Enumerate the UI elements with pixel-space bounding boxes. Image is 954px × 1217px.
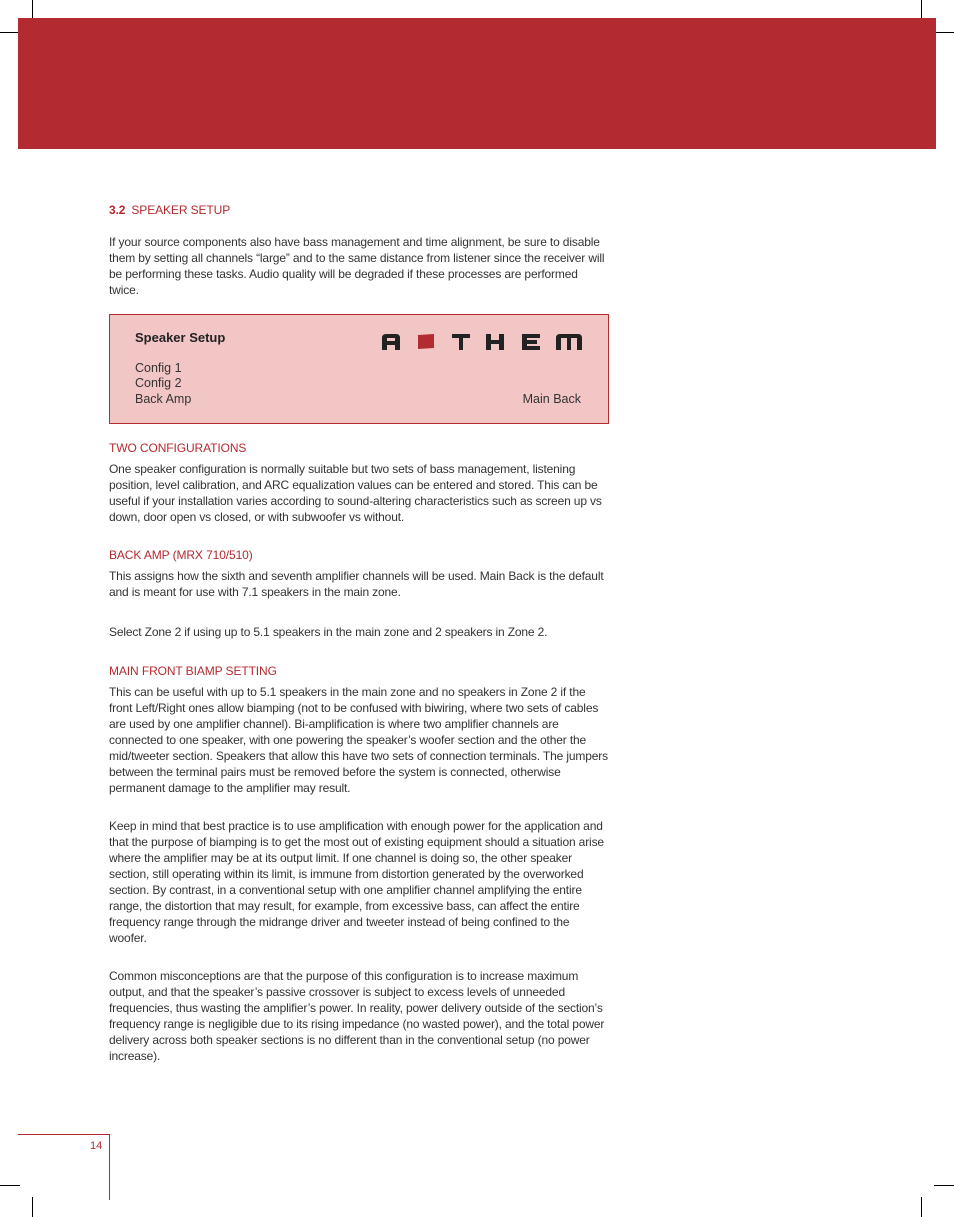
screen-title: Speaker Setup	[135, 330, 226, 345]
back-amp-heading: BACK AMP (MRX 710/510)	[109, 548, 253, 562]
section-title: SPEAKER SETUP	[131, 203, 231, 217]
crop-mark	[921, 1197, 922, 1217]
page-number: 14	[90, 1140, 103, 1152]
biamp-text-2: Keep in mind that best practice is to use amplification with enough power for the application and that the purpose of biamping is to get the most out of existing equipment should a situation arise where the amplifier may be at its output limit. If one channel is doing so, the other speaker section, still operating within its limit, is immune from distortion generated by the overworked section. By contrast, in a conventional setup with one amplifier channel amplifying the entire range, the distortion that may result, for example, from excessive bass, can affect the entire frequency range through the midrange driver and tweeter instead of being confined to the woofer.	[109, 819, 604, 945]
crop-mark	[934, 1185, 954, 1186]
intro-paragraph: If your source components also have bass management and time alignment, be sure to disable them by setting all channels “large” and to the same distance from listener since the receiver will be performing these tasks. Audio quality will be degraded if these processes are performed twice.	[109, 235, 605, 297]
section-heading	[109, 203, 230, 217]
crop-mark	[32, 0, 33, 20]
back-amp-value: Main Back	[522, 392, 581, 406]
crop-mark	[934, 32, 954, 33]
header-band	[18, 18, 936, 149]
menu-item-back-amp: Back Amp	[135, 392, 192, 406]
section-number: 3.2	[109, 203, 126, 217]
speaker-setup-screen	[109, 314, 609, 424]
back-amp-text-1: This assigns how the sixth and seventh amplifier channels will be used. Main Back is the default and is meant for use with 7.1 speakers in the main zone.	[109, 569, 604, 599]
back-amp-text-2: Select Zone 2 if using up to 5.1 speakers in the main zone and 2 speakers in Zone 2.	[109, 625, 548, 639]
crop-mark	[0, 1185, 20, 1186]
menu-item-config-2: Config 2	[135, 376, 182, 390]
footer-divider	[109, 1134, 110, 1200]
crop-mark	[32, 1197, 33, 1217]
biamp-heading: MAIN FRONT BIAMP SETTING	[109, 664, 277, 678]
biamp-text-1: This can be useful with up to 5.1 speakers in the main zone and no speakers in Zone 2 if the front Left/Right ones allow biamping (not to be confused with biwiring, where two sets of cables are used by one amplifier channel). Bi-amplification is where two amplifier channels are connected to one speaker, with one powering the speaker’s woofer section and the other the mid/tweeter section. Speakers that allow this have two sets of connection terminals. The jumpers between the terminal pairs must be removed before the system is connected, otherwise permanent damage to the amplifier may result.	[109, 685, 608, 795]
biamp-text-3: Common misconceptions are that the purpose of this configuration is to increase maximum output, and that the speaker’s passive crossover is subject to excess levels of unneeded frequencies, thus wasting the amplifier’s power. In reality, power delivery outside of the section’s frequency range is negligible due to its rising impedance (no wasted power), and the total power delivery across both speaker sections is no different than in the conventional setup (no power increase).	[109, 969, 605, 1063]
two-configurations-heading: TWO CONFIGURATIONS	[109, 441, 247, 455]
anthem-logo	[382, 332, 582, 350]
footer-rule	[18, 1134, 109, 1135]
crop-mark	[0, 32, 20, 33]
two-configurations-text: One speaker configuration is normally suitable but two sets of bass management, listening position, level calibration, and ARC equalization values can be entered and stored. This can be useful if your installation varies according to sound-altering characteristics such as screen up vs down, door open vs closed, or with subwoofer vs without.	[109, 462, 602, 524]
crop-mark	[921, 0, 922, 20]
menu-item-config-1: Config 1	[135, 361, 182, 375]
